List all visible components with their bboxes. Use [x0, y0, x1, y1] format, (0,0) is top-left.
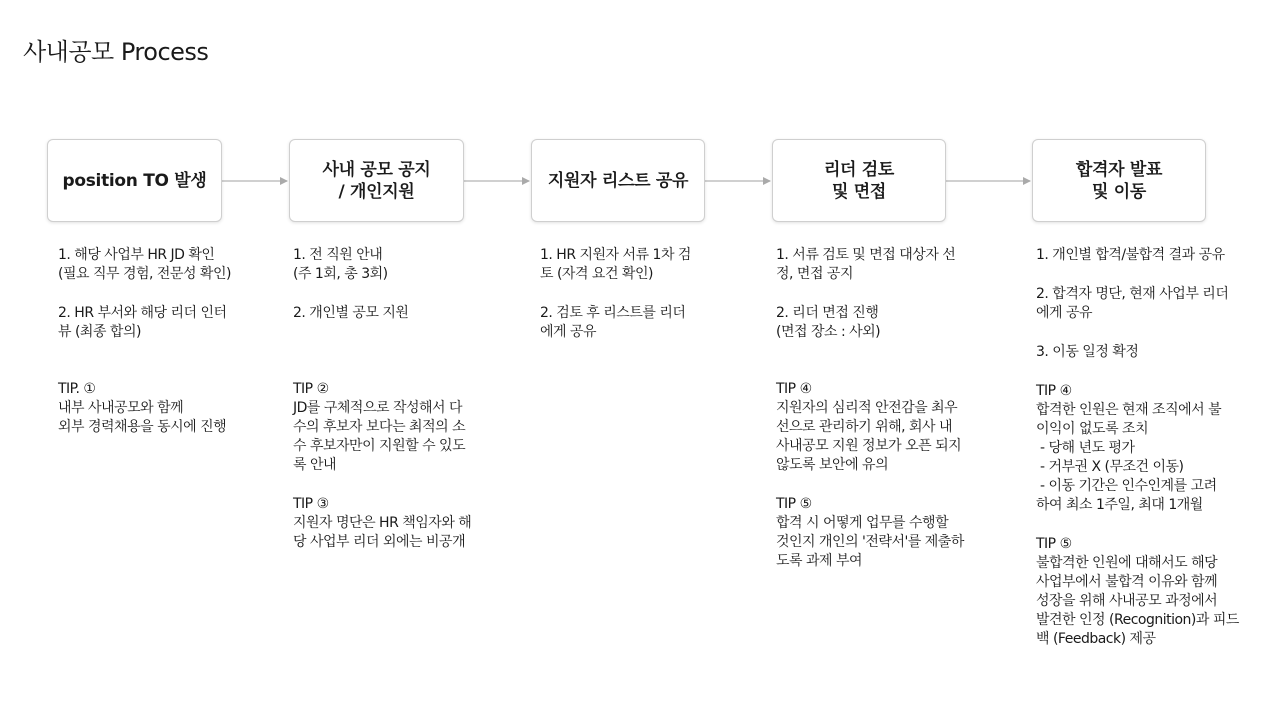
tip-text: 사내공모 지원 정보가 오픈 되지	[776, 438, 962, 454]
note-item: 3. 이동 일정 확정	[1036, 344, 1139, 360]
tip-text: 지원자 명단은 HR 책임자와 해	[293, 515, 472, 531]
note-item: 1. 개인별 합격/불합격 결과 공유	[1036, 247, 1225, 263]
step-3-line-1: 지원자 리스트 공유	[547, 170, 689, 191]
step-box-5	[1032, 139, 1206, 222]
tip-heading: TIP ⑤	[776, 496, 812, 512]
tip-text: - 당해 년도 평가	[1036, 440, 1135, 456]
note-item: 2. 합격자 명단, 현재 사업부 리더	[1036, 286, 1229, 302]
tip-text: 불합격한 인원에 대해서도 해당	[1036, 555, 1218, 571]
tip-text: 선으로 관리하기 위해, 회사 내	[776, 419, 953, 435]
note-item: 에게 공유	[1036, 305, 1093, 321]
tip-heading: TIP ②	[293, 381, 329, 397]
tip-text: 이익이 없도록 조치	[1036, 421, 1149, 437]
tip-text: JD를 구체적으로 작성해서 다	[293, 400, 463, 416]
notes-column-5	[1036, 246, 1239, 649]
page-title: 사내공모 Process	[23, 38, 209, 66]
tip-heading: TIP ④	[776, 381, 812, 397]
note-item: 1. HR 지원자 서류 1차 검	[540, 247, 691, 263]
step-5-line-2: 및 이동	[1091, 181, 1146, 202]
notes-column-1	[58, 246, 231, 437]
tip-heading: TIP ⑤	[1036, 536, 1072, 552]
step-1-line-1: position TO 발생	[62, 170, 207, 191]
tip-text: 백 (Feedback) 제공	[1036, 631, 1156, 647]
tip-text: - 이동 기간은 인수인계를 고려	[1036, 478, 1217, 494]
note-item: (필요 직무 경험, 전문성 확인)	[58, 266, 231, 282]
tip-heading: TIP ④	[1036, 383, 1072, 399]
note-item: 토 (자격 요건 확인)	[540, 266, 653, 282]
tip-text: 하여 최소 1주일, 최대 1개월	[1036, 497, 1203, 513]
tip-text: 당 사업부 리더 외에는 비공개	[293, 534, 466, 550]
step-2-line-1: 사내 공모 공지	[322, 159, 431, 180]
note-item: 2. 리더 면접 진행	[776, 305, 879, 321]
notes-column-2	[293, 246, 471, 552]
step-box-4	[772, 139, 946, 222]
tip-text: - 거부권 X (무조건 이동)	[1036, 459, 1184, 475]
tip-text: 합격한 인원은 현재 조직에서 불	[1036, 402, 1222, 418]
note-item: (면접 장소 : 사외)	[776, 324, 881, 340]
note-item: 1. 해당 사업부 HR JD 확인	[58, 247, 215, 263]
note-item: 정, 면접 공지	[776, 266, 853, 282]
step-4-line-2: 및 면접	[831, 181, 886, 202]
note-item: 2. HR 부서와 해당 리더 인터	[58, 305, 227, 321]
tip-text: 사업부에서 불합격 이유와 함께	[1036, 574, 1218, 590]
note-item: 2. 개인별 공모 지원	[293, 305, 409, 321]
note-item: 1. 전 직원 안내	[293, 247, 383, 263]
tip-text: 록 안내	[293, 457, 337, 473]
note-item: 뷰 (최종 합의)	[58, 324, 141, 340]
notes-column-3	[540, 246, 691, 342]
tip-text: 외부 경력채용을 동시에 진행	[58, 419, 227, 435]
note-item: 1. 서류 검토 및 면접 대상자 선	[776, 247, 956, 263]
notes-column-4	[776, 246, 964, 571]
note-item: 2. 검토 후 리스트를 리더	[540, 305, 686, 321]
tip-text: 수의 후보자 보다는 최적의 소	[293, 419, 466, 435]
step-box-2	[289, 139, 464, 222]
tip-text: 내부 사내공모와 함께	[58, 400, 184, 416]
step-2-line-2: / 개인지원	[338, 181, 415, 202]
note-item: (주 1회, 총 3회)	[293, 266, 388, 282]
note-item: 에게 공유	[540, 324, 597, 340]
tip-text: 않도록 보안에 유의	[776, 457, 889, 473]
tip-text: 수 후보자만이 지원할 수 있도	[293, 438, 466, 454]
tip-text: 지원자의 심리적 안전감을 최우	[776, 400, 958, 416]
step-5-line-1: 합격자 발표	[1075, 159, 1163, 180]
step-box-3	[531, 139, 705, 222]
tip-heading: TIP. ①	[58, 381, 96, 397]
tip-text: 것인지 개인의 '전략서'를 제출하	[776, 534, 964, 550]
tip-text: 성장을 위해 사내공모 과정에서	[1036, 593, 1218, 609]
tip-heading: TIP ③	[293, 496, 329, 512]
tip-text: 발견한 인정 (Recognition)과 피드	[1036, 612, 1239, 628]
step-box-1	[47, 139, 222, 222]
tip-text: 합격 시 어떻게 업무를 수행할	[776, 515, 949, 531]
step-4-line-1: 리더 검토	[823, 159, 895, 180]
tip-text: 도록 과제 부여	[776, 553, 863, 569]
